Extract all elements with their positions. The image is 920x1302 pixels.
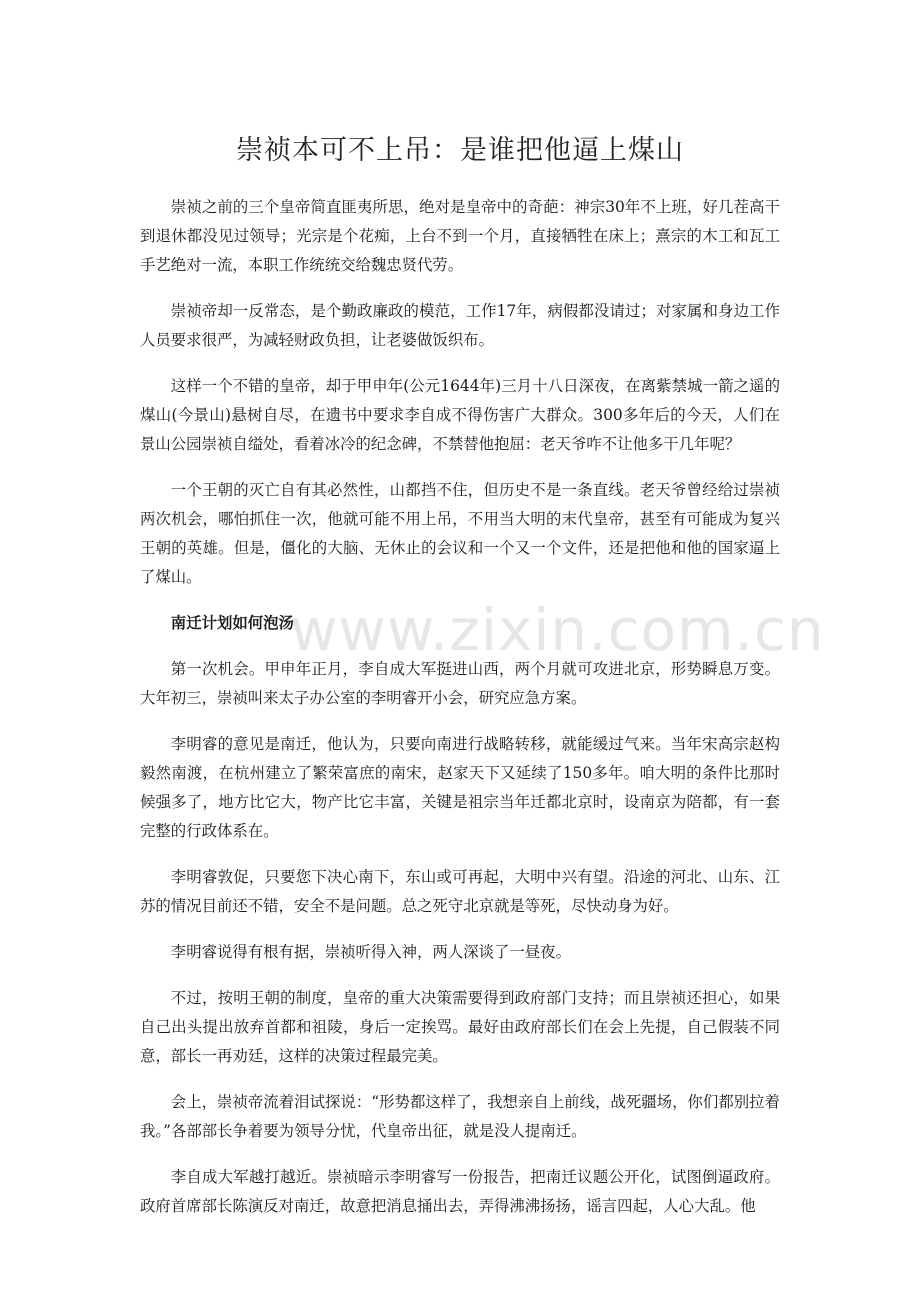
watermark: www.zixin.com.cn bbox=[290, 596, 825, 664]
paragraph: 这样一个不错的皇帝，却于甲申年(公元1644年)三月十八日深夜，在离紫禁城一箭之遥的煤山(今景山)悬树自尽，在遗书中要求李自成不得伤害广大群众。300多年后的今天，人们在景山公园崇祯自缢处，看着冰冷的纪念碑，不禁替他抱屈：老天爷咋不让他多干几年呢？ bbox=[140, 377, 780, 453]
paragraph: 李明睿敦促，只要您下决心南下，东山或可再起，大明中兴有望。沿途的河北、山东、江苏的情况目前还不错，安全不是问题。总之死守北京就是等死，尽快动身为好。 bbox=[140, 868, 780, 915]
paragraph: 李明睿说得有根有据，崇祯听得入神，两人深谈了一昼夜。 bbox=[170, 943, 571, 961]
paragraph: 李明睿的意见是南迁，他认为，只要向南进行战略转移，就能缓过气来。当年宋高宗赵构毅然南渡，在杭州建立了繁荣富庶的南宋，赵家天下又延续了150多年。咱大明的条件比那时候强多了，地方比它大，物产比它丰富，关键是祖宗当年迁都北京时，设南京为陪都，有一套完整的行政体系在。 bbox=[140, 735, 780, 840]
paragraph: 一个王朝的灭亡自有其必然性，山都挡不住，但历史不是一条直线。老天爷曾经给过崇祯两次机会，哪怕抓住一次，他就可能不用上吊，不用当大明的末代皇帝，甚至有可能成为复兴王朝的英雄。但是，僵化的大脑、无休止的会议和一个又一个文件，还是把他和他的国家逼上了煤山。 bbox=[140, 481, 780, 586]
article-body bbox=[140, 193, 780, 1221]
paragraph: 会上，崇祯帝流着泪试探说：“形势都这样了，我想亲自上前线，战死疆场，你们都别拉着我。”各部部长争着要为领导分忧，代皇帝出征，就是没人提南迁。 bbox=[140, 1093, 780, 1140]
section-heading: 南迁计划如何泡汤 bbox=[170, 614, 294, 632]
paragraph: 崇祯之前的三个皇帝简直匪夷所思，绝对是皇帝中的奇葩：神宗30年不上班，好几茬高干到退休都没见过领导；光宗是个花痴，上台不到一个月，直接牺牲在床上；熹宗的木工和瓦工手艺绝对一流，本职工作统统交给魏忠贤代劳。 bbox=[140, 198, 780, 274]
paragraph: 崇祯帝却一反常态，是个勤政廉政的模范，工作17年，病假都没请过；对家属和身边工作人员要求很严，为减轻财政负担，让老婆做饭织布。 bbox=[140, 302, 780, 349]
page-title: 崇祯本可不上吊：是谁把他逼上煤山 bbox=[236, 135, 684, 166]
paragraph: 不过，按明王朝的制度，皇帝的重大决策需要得到政府部门支持；而且崇祯还担心，如果自己出头提出放弃首都和祖陵，身后一定挨骂。最好由政府部长们在会上先提，自己假装不同意，部长一再劝廷，这样的决策过程最完美。 bbox=[140, 989, 780, 1065]
paragraph: 李自成大军越打越近。崇祯暗示李明睿写一份报告，把南迁议题公开化，试图倒逼政府。政府首席部长陈演反对南迁，故意把消息捅出去，弄得沸沸扬扬，谣言四起，人心大乱。他 bbox=[140, 1168, 780, 1215]
paragraph: 第一次机会。甲申年正月，李自成大军挺进山西，两个月就可攻进北京，形势瞬息万变。大年初三，崇祯叫来太子办公室的李明睿开小会，研究应急方案。 bbox=[140, 660, 780, 707]
